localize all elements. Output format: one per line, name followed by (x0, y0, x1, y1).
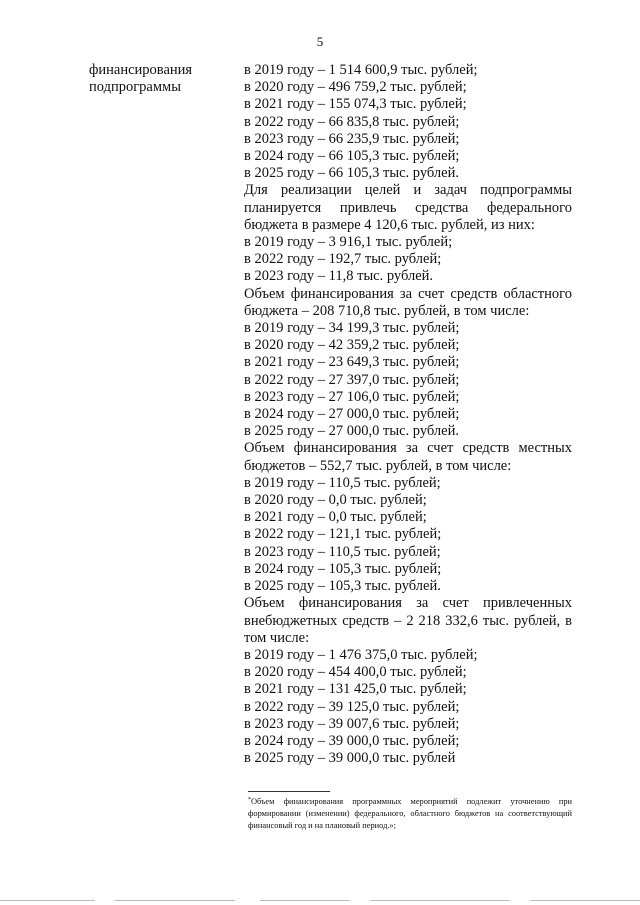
year-line: в 2020 году – 496 759,2 тыс. рублей; (244, 79, 467, 96)
year-line: в 2025 году – 66 105,3 тыс. рублей. (244, 165, 459, 182)
year-line: в 2019 году – 110,5 тыс. рублей; (244, 474, 441, 491)
left-column-label (89, 62, 229, 96)
extrabudgetary-paragraph: Объем финансирования за счет привлеченных внебюджетных средств – 2 218 332,6 тыс. рублей, в том числе: (244, 595, 572, 646)
year-line: в 2023 году – 39 007,6 тыс. рублей; (244, 715, 460, 732)
year-line: в 2023 году – 11,8 тыс. рублей. (244, 268, 434, 285)
year-line: в 2024 году – 66 105,3 тыс. рублей; (244, 148, 460, 165)
year-line: в 2020 году – 454 400,0 тыс. рублей; (244, 664, 467, 681)
year-line: в 2020 году – 42 359,2 тыс. рублей; (244, 337, 460, 354)
year-line: в 2019 году – 34 199,3 тыс. рублей; (244, 320, 460, 337)
year-line: в 2022 году – 192,7 тыс. рублей; (244, 251, 442, 268)
year-line: в 2025 году – 39 000,0 тыс. рублей (244, 750, 456, 767)
year-line: в 2023 году – 110,5 тыс. рублей; (244, 543, 441, 560)
year-line: в 2020 году – 0,0 тыс. рублей; (244, 492, 427, 509)
year-line: в 2025 году – 105,3 тыс. рублей. (244, 578, 441, 595)
federal-budget-paragraph: Для реализации целей и задач подпрограммы планируется привлечь средства федерального бюджета в размере 4 120,6 тыс. рублей, из них: (244, 182, 572, 233)
year-line: в 2023 году – 66 235,9 тыс. рублей; (244, 130, 460, 147)
year-line: в 2019 году – 1 514 600,9 тыс. рублей; (244, 62, 478, 78)
year-line: в 2023 году – 27 106,0 тыс. рублей; (244, 388, 460, 405)
year-line: в 2024 году – 105,3 тыс. рублей; (244, 560, 442, 577)
year-line: в 2021 году – 23 649,3 тыс. рублей; (244, 354, 460, 371)
left-label-line: финансирования (89, 62, 193, 78)
year-line: в 2022 году – 39 125,0 тыс. рублей; (244, 698, 460, 715)
left-label-line: подпрограммы (89, 79, 181, 96)
page-number: 5 (316, 34, 324, 49)
footnote-marker: * (248, 797, 251, 803)
year-line: в 2024 году – 39 000,0 тыс. рублей; (244, 732, 460, 749)
footnote-divider (248, 791, 330, 792)
year-line: в 2022 году – 121,1 тыс. рублей; (244, 526, 442, 543)
scan-edge-artifact (0, 896, 640, 905)
year-line: в 2019 году – 1 476 375,0 тыс. рублей; (244, 646, 478, 663)
financing-text (244, 62, 572, 767)
year-line: в 2021 году – 0,0 тыс. рублей; (244, 509, 427, 526)
year-line: в 2024 году – 27 000,0 тыс. рублей; (244, 406, 460, 423)
year-line: в 2025 году – 27 000,0 тыс. рублей. (244, 423, 459, 440)
footnote-text: Объем финансирования программных мероприятий подлежит уточнению при формировании (изменении) федерального, областного бюджетов на соответствующий финансовый год и на плановый период.»; (248, 797, 572, 830)
year-line: в 2019 году – 3 916,1 тыс. рублей; (244, 234, 453, 251)
year-line: в 2021 году – 131 425,0 тыс. рублей; (244, 681, 467, 698)
local-budget-paragraph: Объем финансирования за счет средств местных бюджетов – 552,7 тыс. рублей, в том числе: (244, 440, 572, 474)
year-line: в 2021 году – 155 074,3 тыс. рублей; (244, 96, 467, 113)
footnote (248, 796, 572, 831)
year-line: в 2022 году – 66 835,8 тыс. рублей; (244, 113, 460, 130)
regional-budget-paragraph: Объем финансирования за счет средств областного бюджета – 208 710,8 тыс. рублей, в том числе: (244, 285, 572, 319)
year-line: в 2022 году – 27 397,0 тыс. рублей; (244, 371, 460, 388)
